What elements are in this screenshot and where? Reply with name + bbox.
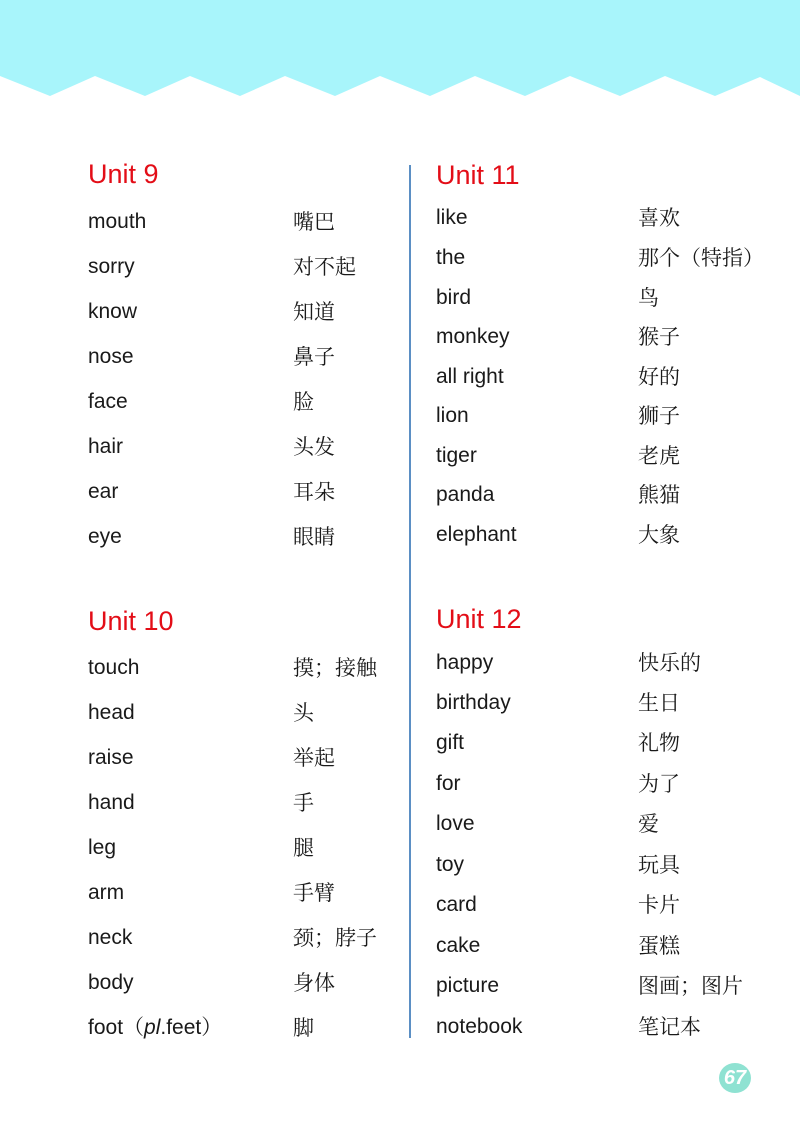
english-word-suffix: .feet） (160, 1016, 223, 1039)
chinese-meaning: 颈；脖子 (293, 926, 377, 950)
english-word: leg (88, 836, 117, 859)
chinese-meaning: 举起 (293, 746, 335, 770)
english-word: neck (88, 926, 133, 949)
english-word: the (436, 246, 466, 269)
chinese-meaning: 对不起 (293, 255, 356, 279)
chinese-meaning: 笔记本 (638, 1015, 701, 1039)
unit-title: Unit 10 (88, 606, 174, 636)
chinese-meaning: 身体 (293, 971, 335, 995)
english-word: gift (436, 731, 465, 754)
english-word: monkey (436, 325, 510, 348)
english-word: picture (436, 974, 500, 997)
chinese-meaning: 狮子 (638, 404, 680, 428)
english-word: for (436, 772, 461, 795)
chinese-meaning: 头发 (293, 435, 335, 459)
english-word: toy (436, 853, 465, 876)
english-word: face (88, 390, 128, 413)
english-word: notebook (436, 1015, 523, 1038)
english-word: birthday (436, 691, 511, 714)
chinese-meaning: 鼻子 (293, 345, 335, 369)
english-word: eye (88, 525, 122, 548)
english-word: touch (88, 656, 140, 679)
english-word: arm (88, 881, 125, 904)
english-word: hand (88, 791, 135, 814)
english-word: bird (436, 286, 472, 309)
chinese-meaning: 好的 (638, 365, 680, 389)
chinese-meaning: 脚 (293, 1016, 314, 1040)
chinese-meaning: 玩具 (638, 853, 680, 877)
chinese-meaning: 礼物 (638, 731, 680, 755)
unit-title: Unit 12 (436, 604, 522, 634)
chinese-meaning: 生日 (638, 691, 680, 715)
chinese-meaning: 嘴巴 (293, 210, 335, 234)
english-word: happy (436, 651, 494, 674)
english-word: panda (436, 483, 495, 506)
unit-title: Unit 11 (436, 160, 520, 190)
english-word: elephant (436, 523, 517, 546)
chinese-meaning: 头 (293, 701, 314, 725)
english-word: body (88, 971, 134, 994)
chinese-meaning: 手臂 (293, 881, 335, 905)
english-word: sorry (88, 255, 135, 278)
chinese-meaning: 图画；图片 (638, 974, 743, 998)
english-word: like (436, 206, 468, 229)
chinese-meaning: 鸟 (638, 286, 659, 310)
chinese-meaning: 那个（特指） (638, 246, 764, 270)
chinese-meaning: 大象 (638, 523, 680, 547)
unit-title: Unit 9 (88, 159, 159, 189)
chinese-meaning: 熊猫 (638, 483, 680, 507)
chinese-meaning: 喜欢 (638, 206, 680, 230)
chinese-meaning: 爱 (638, 812, 659, 836)
chinese-meaning: 脸 (293, 390, 314, 414)
english-word: raise (88, 746, 134, 769)
column-divider (409, 165, 411, 1038)
chinese-meaning: 知道 (293, 300, 335, 324)
english-word: ear (88, 480, 119, 503)
chinese-meaning: 腿 (293, 836, 314, 860)
chinese-meaning: 摸；接触 (293, 656, 377, 680)
english-word: cake (436, 934, 481, 957)
chinese-meaning: 蛋糕 (638, 934, 680, 958)
english-word: tiger (436, 444, 477, 467)
chinese-meaning: 耳朵 (293, 480, 335, 504)
english-word: know (88, 300, 138, 323)
english-word: card (436, 893, 477, 916)
chinese-meaning: 快乐的 (638, 651, 701, 675)
english-word: hair (88, 435, 124, 458)
chinese-meaning: 眼睛 (293, 525, 335, 549)
english-word-prefix: foot（ (88, 1016, 145, 1039)
english-word: all right (436, 365, 504, 388)
plural-abbrev: pl (144, 1016, 161, 1039)
english-word (88, 1013, 222, 1043)
zigzag-header-band (0, 0, 800, 110)
english-word: lion (436, 404, 469, 427)
english-word: head (88, 701, 135, 724)
page-number-badge: 67 (719, 1063, 751, 1093)
chinese-meaning: 为了 (638, 772, 680, 796)
chinese-meaning: 猴子 (638, 325, 680, 349)
chinese-meaning: 卡片 (638, 893, 680, 917)
english-word: love (436, 812, 475, 835)
chinese-meaning: 老虎 (638, 444, 680, 468)
chinese-meaning: 手 (293, 791, 314, 815)
english-word: nose (88, 345, 134, 368)
english-word: mouth (88, 210, 147, 233)
